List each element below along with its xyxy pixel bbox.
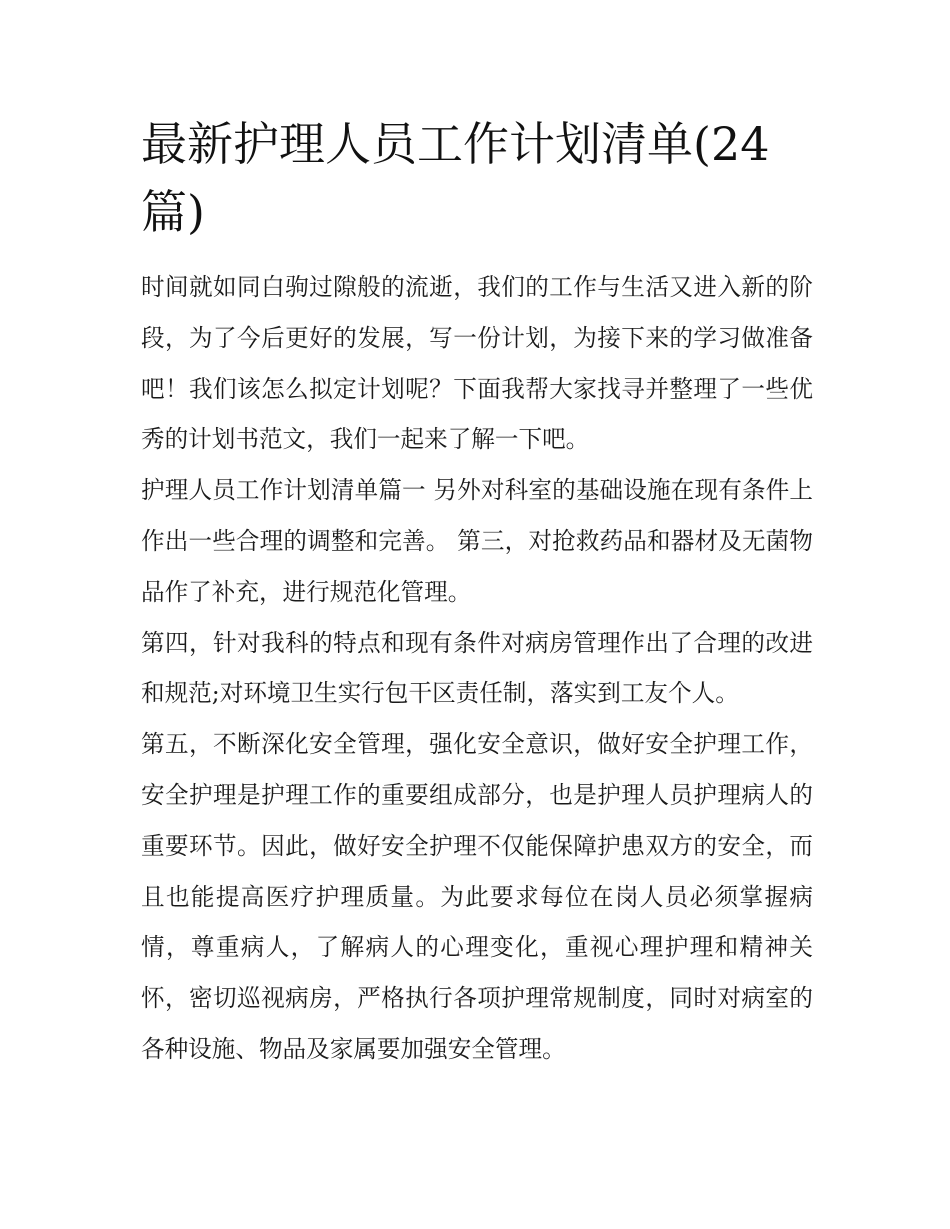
paragraph-fifth: 第五，不断深化安全管理，强化安全意识，做好安全护理工作，安全护理是护理工作的重要组成部分，也是护理人员护理病人的重要环节。因此，做好安全护理不仅能保障护患双方的安全，而且也能提高医疗护理质量。为此要求每位在岗人员必须掌握病情，尊重病人，了解病人的心理变化，重视心理护理和精神关怀，密切巡视病房，严格执行各项护理常规制度，同时对病室的各种设施、物品及家属要加强安全管理。 <box>141 730 813 1063</box>
document-body <box>141 110 813 1075</box>
paragraph-section-one: 护理人员工作计划清单篇一 另外对科室的基础设施在现有条件上作出一些合理的调整和完善。 第三，对抢救药品和器材及无菌物品作了补充，进行规范化管理。 <box>141 476 813 606</box>
paragraph-fourth: 第四，针对我科的特点和现有条件对病房管理作出了合理的改进和规范;对环境卫生实行包干区责任制，落实到工友个人。 <box>141 628 813 708</box>
document-title: 最新护理人员工作计划清单(24篇) <box>141 117 770 239</box>
paragraph-intro: 时间就如同白驹过隙般的流逝，我们的工作与生活又进入新的阶段，为了今后更好的发展，写一份计划，为接下来的学习做准备吧！我们该怎么拟定计划呢？下面我帮大家找寻并整理了一些优秀的计划书范文，我们一起来了解一下吧。 <box>141 273 813 454</box>
